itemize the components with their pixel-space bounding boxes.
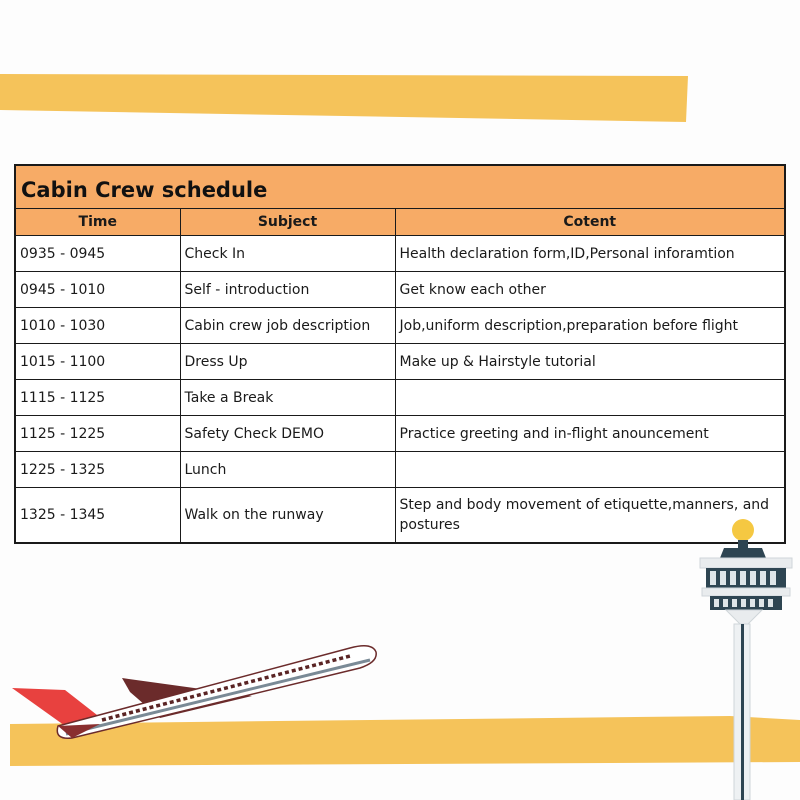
table-header-row [16,209,784,236]
subject-cell: Safety Check DEMO [180,416,395,452]
column-header-time: Time [16,209,180,236]
time-cell: 0945 - 1010 [16,272,180,308]
column-header-content: Cotent [395,209,784,236]
table-row [16,236,784,272]
content-cell [395,380,784,416]
time-cell: 1225 - 1325 [16,452,180,488]
time-cell: 1010 - 1030 [16,308,180,344]
column-header-subject: Subject [180,209,395,236]
time-cell: 1015 - 1100 [16,344,180,380]
tower-beacon-light [732,519,754,541]
subject-cell: Cabin crew job description [180,308,395,344]
content-cell: Get know each other [395,272,784,308]
content-cell: Practice greeting and in-flight anouncement [395,416,784,452]
subject-cell: Check In [180,236,395,272]
subject-cell: Dress Up [180,344,395,380]
time-cell: 1325 - 1345 [16,488,180,543]
table-row [16,452,784,488]
schedule-title: Cabin Crew schedule [16,166,784,209]
table-row [16,308,784,344]
table-row [16,380,784,416]
schedule-table [16,209,784,542]
subject-cell: Walk on the runway [180,488,395,543]
content-cell: Job,uniform description,preparation before flight [395,308,784,344]
subject-cell: Lunch [180,452,395,488]
time-cell: 0935 - 0945 [16,236,180,272]
table-row [16,272,784,308]
time-cell: 1125 - 1225 [16,416,180,452]
subject-cell: Take a Break [180,380,395,416]
subject-cell: Self - introduction [180,272,395,308]
time-cell: 1115 - 1125 [16,380,180,416]
content-cell [395,452,784,488]
table-row [16,344,784,380]
control-tower-illustration [696,516,796,800]
table-row [16,416,784,452]
table-row [16,488,784,543]
airplane-illustration [10,640,382,744]
schedule-table-container [14,164,786,544]
airplane-stripe [66,660,370,734]
top-yellow-brush-stroke [0,72,690,124]
content-cell: Step and body movement of etiquette,manners, and postures [395,488,784,543]
content-cell: Make up & Hairstyle tutorial [395,344,784,380]
content-cell: Health declaration form,ID,Personal inforamtion [395,236,784,272]
